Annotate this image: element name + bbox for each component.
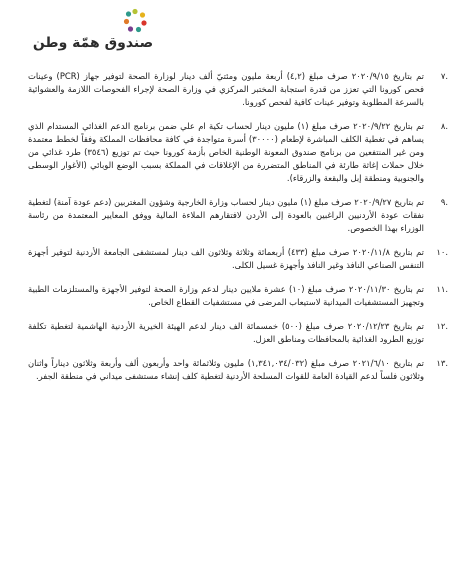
logo-mark-icon <box>122 8 148 34</box>
item-number: .١٣ <box>436 358 448 368</box>
list-item <box>28 283 448 309</box>
item-text: تم بتاريخ ٢٠٢١/٦/١٠ صرف مبلغ (١,٣٤١,٠٣٤/٠٣٢) مليون وثلاثمائة واحد وأربعون ألف وأربعة وثلاثون ديناراً واثنان وثلاثون فلساً لدعم القيادة العامة للقوات المسلحة الأردنية لتغطية كلف إنشاء مستشفى ميداني في منطقة الجفر. <box>28 358 424 381</box>
list-item <box>28 246 448 272</box>
item-number: .١٢ <box>436 321 448 331</box>
brand-logo <box>28 8 158 60</box>
item-text: تم بتاريخ ٢٠٢٠/٩/٢٧ صرف مبلغ (١) مليون دينار لحساب وزارة الخارجية وشؤون المغتربين (دعم عودة آمنة) لتغطية نفقات عودة الأردنيين الراغبين بالعودة إلى الأردن لافتقارهم الملاءة المالية ووفق المعايير المعتمدة من رئاسة الوزراء بهذا الخصوص. <box>28 197 425 233</box>
list-item <box>28 320 448 346</box>
logo-wordmark: صندوق همّة وطن <box>32 35 154 51</box>
item-text: تم بتاريخ ٢٠٢٠/١٢/٢٣ صرف مبلغ (٥٠٠) خمسمائة الف دينار لدعم الهيئة الخيرية الأردنية الهاشمية لتغطية تكلفة توزيع الطرود الغذائية بالمحافظات ومناطق العزل. <box>28 321 424 344</box>
item-number: .١٠ <box>436 247 448 257</box>
item-text: تم بتاريخ ٢٠٢٠/١١/٣٠ صرف مبلغ (١٠) عشرة ملايين دينار لدعم وزارة الصحة لتوفير الأجهزة والمستلزمات الطبية وتجهيز المستشفيات الميدانية لاستيعاب المرضى في مستشفيات القطاع الخاص. <box>28 284 425 307</box>
decisions-list <box>28 70 448 394</box>
item-number: .٨ <box>440 121 448 131</box>
list-item <box>28 357 448 383</box>
item-number: .١١ <box>436 284 448 294</box>
item-text: تم بتاريخ ٢٠٢٠/٩/٢٢ صرف مبلغ (١) مليون دينار لحساب تكية ام علي ضمن برنامج الدعم الغذائي المستدام الذي يساهم في تغطية الكلف المباشرة لإطعام (٣٠٠٠٠) أسرة متواجدة في كافة محافظات المملكة وفقاً لخطط معتمدة ومن غير المنتفعين من برنامج صندوق المعونة الوطنية الخاص بأزمة كورونا حيث تم توزيع (٣٥٤٦) طرد غذائي من خلال حملات إغاثة طارئة في المناطق المتضررة من الإغلاقات في المملكة بسبب الوضع الوبائي (الأغوار الوسطى والجنوبية ومنطقة إبل والبقعة والزرقاء). <box>28 121 425 183</box>
item-number: .٧ <box>440 71 448 81</box>
item-number: .٩ <box>440 197 448 207</box>
list-item <box>28 70 448 109</box>
list-item <box>28 196 448 235</box>
item-text: تم بتاريخ ٢٠٢٠/١١/٨ صرف مبلغ (٤٣٣) أربعمائة وثلاثة وثلاثون الف دينار لمستشفى الجامعة الأردنية لتوفير أجهزة التنفس الصناعي النافذ وغير النافذ وأجهزة غسيل الكلى. <box>28 247 425 270</box>
item-text: تم بتاريخ ٢٠٢٠/٩/١٥ صرف مبلغ (٤,٢) أربعة مليون ومئتيّ ألف دينار لوزارة الصحة لتوفير جهاز (PCR) وعينات فحص كورونا التي تعزز من قدرة استجابة المختبر المركزي في وزارة الصحة لإجراء الفحوصات اللازمة والعشوائية بالسرعة المطلوبة وتوفير عينات كافية لفحص كورونا. <box>28 71 424 107</box>
list-item <box>28 120 448 185</box>
